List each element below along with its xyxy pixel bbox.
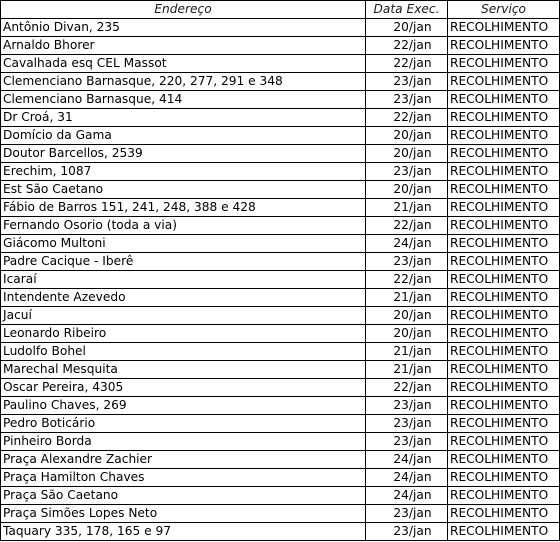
table-row	[1, 289, 560, 307]
address-cell: Pedro Boticário	[1, 415, 366, 433]
table-row	[1, 523, 560, 541]
service-cell: RECOLHIMENTO	[448, 487, 560, 505]
date-cell: 24/jan	[366, 451, 448, 469]
service-cell: RECOLHIMENTO	[448, 145, 560, 163]
table-row	[1, 307, 560, 325]
service-cell: RECOLHIMENTO	[448, 217, 560, 235]
address-cell: Erechim, 1087	[1, 163, 366, 181]
date-cell: 22/jan	[366, 55, 448, 73]
address-cell: Praça Alexandre Zachier	[1, 451, 366, 469]
date-cell: 23/jan	[366, 433, 448, 451]
table-row	[1, 433, 560, 451]
service-cell: RECOLHIMENTO	[448, 109, 560, 127]
service-cell: RECOLHIMENTO	[448, 19, 560, 37]
table-row	[1, 181, 560, 199]
table-row	[1, 415, 560, 433]
date-cell: 21/jan	[366, 289, 448, 307]
date-cell: 20/jan	[366, 325, 448, 343]
date-cell: 23/jan	[366, 73, 448, 91]
address-cell: Paulino Chaves, 269	[1, 397, 366, 415]
header-endereco: Endereço	[1, 1, 366, 19]
date-cell: 23/jan	[366, 415, 448, 433]
header-servico: Serviço	[448, 1, 560, 19]
table-row	[1, 271, 560, 289]
service-cell: RECOLHIMENTO	[448, 127, 560, 145]
service-cell: RECOLHIMENTO	[448, 307, 560, 325]
address-cell: Cavalhada esq CEL Massot	[1, 55, 366, 73]
service-cell: RECOLHIMENTO	[448, 343, 560, 361]
service-cell: RECOLHIMENTO	[448, 199, 560, 217]
address-cell: Dr Croá, 31	[1, 109, 366, 127]
service-cell: RECOLHIMENTO	[448, 505, 560, 523]
date-cell: 22/jan	[366, 217, 448, 235]
table-header	[1, 1, 560, 19]
table-row	[1, 451, 560, 469]
service-cell: RECOLHIMENTO	[448, 271, 560, 289]
service-cell: RECOLHIMENTO	[448, 55, 560, 73]
date-cell: 24/jan	[366, 469, 448, 487]
service-cell: RECOLHIMENTO	[448, 325, 560, 343]
address-cell: Jacuí	[1, 307, 366, 325]
address-cell: Domício da Gama	[1, 127, 366, 145]
date-cell: 23/jan	[366, 397, 448, 415]
header-row	[1, 1, 560, 19]
service-cell: RECOLHIMENTO	[448, 163, 560, 181]
date-cell: 23/jan	[366, 91, 448, 109]
address-cell: Est São Caetano	[1, 181, 366, 199]
table-row	[1, 145, 560, 163]
table-row	[1, 19, 560, 37]
address-cell: Icaraí	[1, 271, 366, 289]
address-cell: Clemenciano Barnasque, 220, 277, 291 e 348	[1, 73, 366, 91]
table-row	[1, 91, 560, 109]
date-cell: 24/jan	[366, 487, 448, 505]
service-cell: RECOLHIMENTO	[448, 451, 560, 469]
date-cell: 22/jan	[366, 109, 448, 127]
table-row	[1, 37, 560, 55]
address-cell: Oscar Pereira, 4305	[1, 379, 366, 397]
table-row	[1, 217, 560, 235]
service-cell: RECOLHIMENTO	[448, 235, 560, 253]
date-cell: 20/jan	[366, 307, 448, 325]
date-cell: 21/jan	[366, 199, 448, 217]
table-row	[1, 55, 560, 73]
table-row	[1, 343, 560, 361]
date-cell: 21/jan	[366, 361, 448, 379]
service-cell: RECOLHIMENTO	[448, 37, 560, 55]
address-cell: Intendente Azevedo	[1, 289, 366, 307]
table-row	[1, 487, 560, 505]
address-cell: Padre Cacique - Iberê	[1, 253, 366, 271]
date-cell: 23/jan	[366, 253, 448, 271]
table-row	[1, 379, 560, 397]
service-cell: RECOLHIMENTO	[448, 73, 560, 91]
date-cell: 24/jan	[366, 235, 448, 253]
address-cell: Taquary 335, 178, 165 e 97	[1, 523, 366, 541]
address-cell: Fernando Osorio (toda a via)	[1, 217, 366, 235]
address-cell: Arnaldo Bhorer	[1, 37, 366, 55]
table-body	[1, 19, 560, 541]
date-cell: 23/jan	[366, 505, 448, 523]
table-row	[1, 199, 560, 217]
table-row	[1, 109, 560, 127]
table-row	[1, 325, 560, 343]
address-cell: Praça Simões Lopes Neto	[1, 505, 366, 523]
table-row	[1, 163, 560, 181]
service-cell: RECOLHIMENTO	[448, 469, 560, 487]
address-cell: Marechal Mesquita	[1, 361, 366, 379]
table-row	[1, 397, 560, 415]
address-cell: Giácomo Multoni	[1, 235, 366, 253]
header-data-exec: Data Exec.	[366, 1, 448, 19]
service-cell: RECOLHIMENTO	[448, 289, 560, 307]
address-cell: Doutor Barcellos, 2539	[1, 145, 366, 163]
date-cell: 22/jan	[366, 37, 448, 55]
address-cell: Praça São Caetano	[1, 487, 366, 505]
table-row	[1, 469, 560, 487]
service-cell: RECOLHIMENTO	[448, 91, 560, 109]
service-cell: RECOLHIMENTO	[448, 433, 560, 451]
address-cell: Ludolfo Bohel	[1, 343, 366, 361]
service-cell: RECOLHIMENTO	[448, 379, 560, 397]
address-cell: Praça Hamilton Chaves	[1, 469, 366, 487]
service-cell: RECOLHIMENTO	[448, 253, 560, 271]
table-row	[1, 361, 560, 379]
date-cell: 20/jan	[366, 181, 448, 199]
date-cell: 20/jan	[366, 19, 448, 37]
address-cell: Antônio Divan, 235	[1, 19, 366, 37]
service-cell: RECOLHIMENTO	[448, 415, 560, 433]
table-row	[1, 253, 560, 271]
address-cell: Fábio de Barros 151, 241, 248, 388 e 428	[1, 199, 366, 217]
address-cell: Leonardo Ribeiro	[1, 325, 366, 343]
date-cell: 23/jan	[366, 163, 448, 181]
service-cell: RECOLHIMENTO	[448, 181, 560, 199]
service-cell: RECOLHIMENTO	[448, 523, 560, 541]
date-cell: 22/jan	[366, 271, 448, 289]
date-cell: 21/jan	[366, 343, 448, 361]
service-cell: RECOLHIMENTO	[448, 397, 560, 415]
date-cell: 23/jan	[366, 523, 448, 541]
date-cell: 22/jan	[366, 379, 448, 397]
table-row	[1, 235, 560, 253]
table-row	[1, 127, 560, 145]
date-cell: 20/jan	[366, 145, 448, 163]
date-cell: 20/jan	[366, 127, 448, 145]
table-row	[1, 505, 560, 523]
address-cell: Pinheiro Borda	[1, 433, 366, 451]
service-cell: RECOLHIMENTO	[448, 361, 560, 379]
table-row	[1, 73, 560, 91]
address-cell: Clemenciano Barnasque, 414	[1, 91, 366, 109]
